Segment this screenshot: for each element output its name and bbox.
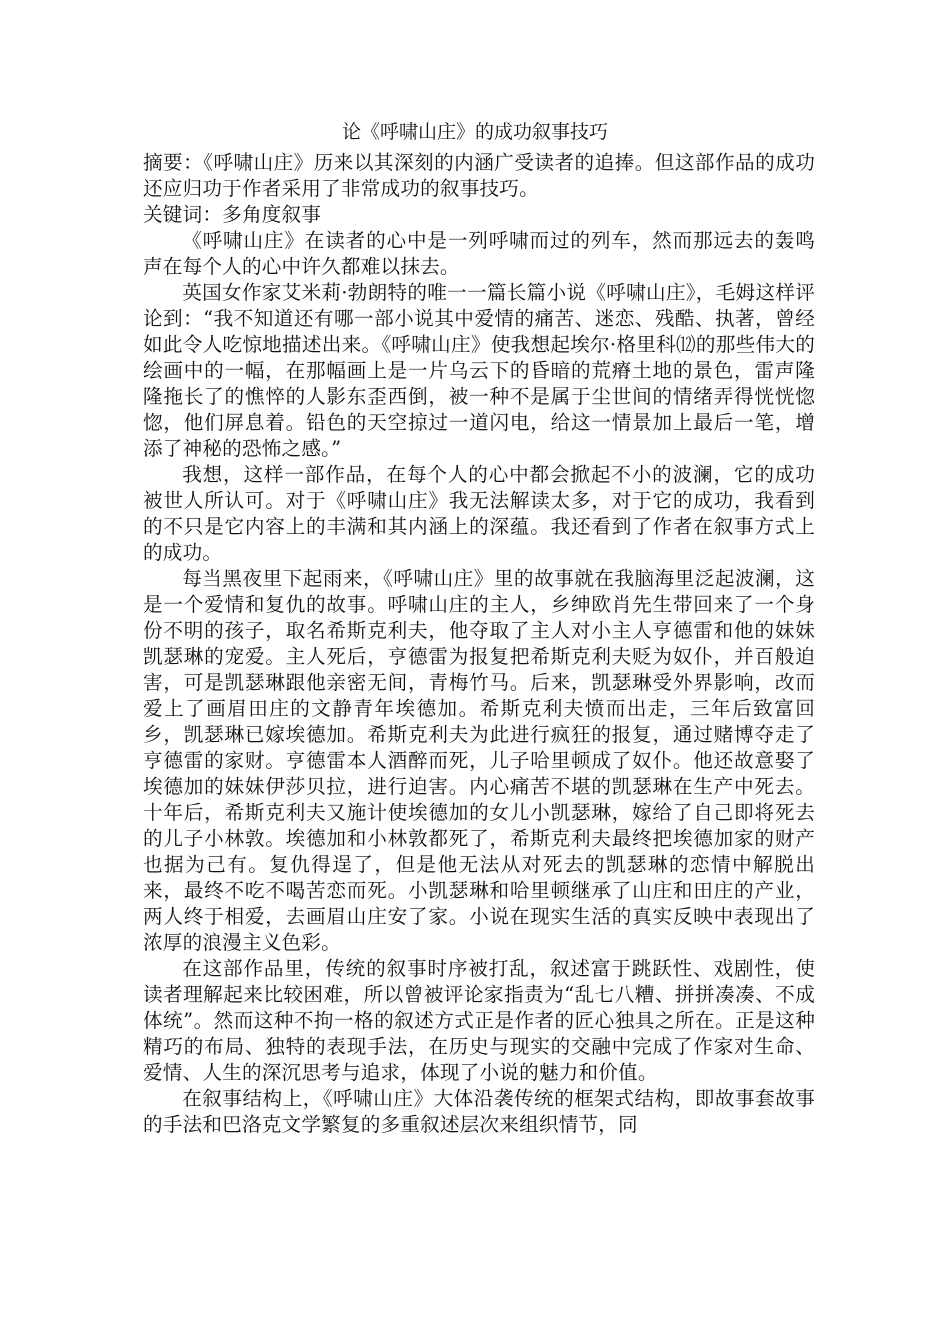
abstract: 摘要：《呼啸山庄》历来以其深刻的内涵广受读者的追捧。但这部作品的成功还应归功于作者采用了非常成功的叙事技巧。 bbox=[143, 151, 815, 200]
paragraph-4: 每当黑夜里下起雨来，《呼啸山庄》里的故事就在我脑海里泛起波澜，这是一个爱情和复仇的故事。呼啸山庄的主人，乡绅欧肖先生带回来了一个身份不明的孩子，取名希斯克利夫，他夺取了主人对小主人亨德雷和他的妹妹凯瑟琳的宠爱。主人死后，亨德雷为报复把希斯克利夫贬为奴仆，并百般迫害，可是凯瑟琳跟他亲密无间，青梅竹马。后来，凯瑟琳受外界影响，改而爱上了画眉田庄的文静青年埃德加。希斯克利夫愤而出走，三年后致富回乡，凯瑟琳已嫁埃德加。希斯克利夫为此进行疯狂的报复，通过赌博夺走了亨德雷的家财。亨德雷本人酒醉而死，儿子哈里顿成了奴仆。他还故意娶了埃德加的妹妹伊莎贝拉，进行迫害。内心痛苦不堪的凯瑟琳在生产中死去。十年后，希斯克利夫又施计使埃德加的女儿小凯瑟琳，嫁给了自己即将死去的儿子小林敦。埃德加和小林敦都死了，希斯克利夫最终把埃德加家的财产也据为己有。复仇得逞了，但是他无法从对死去的凯瑟琳的恋情中解脱出来，最终不吃不喝苦恋而死。小凯瑟琳和哈里顿继承了山庄和田庄的产业，两人终于相爱，去画眉山庄安了家。小说在现实生活的真实反映中表现出了浓厚的浪漫主义色彩。 bbox=[143, 567, 815, 954]
paragraph-2: 英国女作家艾米莉·勃朗特的唯一一篇长篇小说《呼啸山庄》，毛姆这样评论到：“我不知道还有哪一部小说其中爱情的痛苦、迷恋、残酷、执著，曾经如此令人吃惊地描述出来。《呼啸山庄》使我想起埃尔·格里科⑿的那些伟大的绘画中的一幅，在那幅画上是一片乌云下的昏暗的荒瘠土地的景色，雷声隆隆拖长了的憔悴的人影东歪西倒，被一种不是属于尘世间的情绪弄得恍恍惚惚，他们屏息着。铅色的天空掠过一道闪电，给这一情景加上最后一笔，增添了神秘的恐怖之感。” bbox=[143, 281, 815, 460]
keywords: 关键词：多角度叙事 bbox=[143, 203, 322, 226]
paragraph-3: 我想，这样一部作品，在每个人的心中都会掀起不小的波澜，它的成功被世人所认可。对于《呼啸山庄》我无法解读太多，对于它的成功，我看到的不只是它内容上的丰满和其内涵上的深蕴。我还看到了作者在叙事方式上的成功。 bbox=[143, 463, 815, 564]
paragraph-6: 在叙事结构上，《呼啸山庄》大体沿袭传统的框架式结构，即故事套故事的手法和巴洛克文学繁复的多重叙述层次来组织情节，同 bbox=[143, 1087, 815, 1136]
paragraph-5: 在这部作品里，传统的叙事时序被打乱，叙述富于跳跃性、戏剧性，使读者理解起来比较困难，所以曾被评论家指责为“乱七八糟、拼拼凑凑、不成体统”。然而这种不拘一格的叙述方式正是作者的匠心独具之所在。正是这种精巧的布局、独特的表现手法，在历史与现实的交融中完成了作家对生命、爱情、人生的深沉思考与追求，体现了小说的魅力和价值。 bbox=[143, 957, 815, 1084]
document-title: 论《呼啸山庄》的成功叙事技巧 bbox=[341, 121, 608, 143]
paragraph-1: 《呼啸山庄》在读者的心中是一列呼啸而过的列车，然而那远去的轰鸣声在每个人的心中许久都难以抹去。 bbox=[143, 229, 815, 278]
body-text bbox=[143, 228, 815, 1138]
